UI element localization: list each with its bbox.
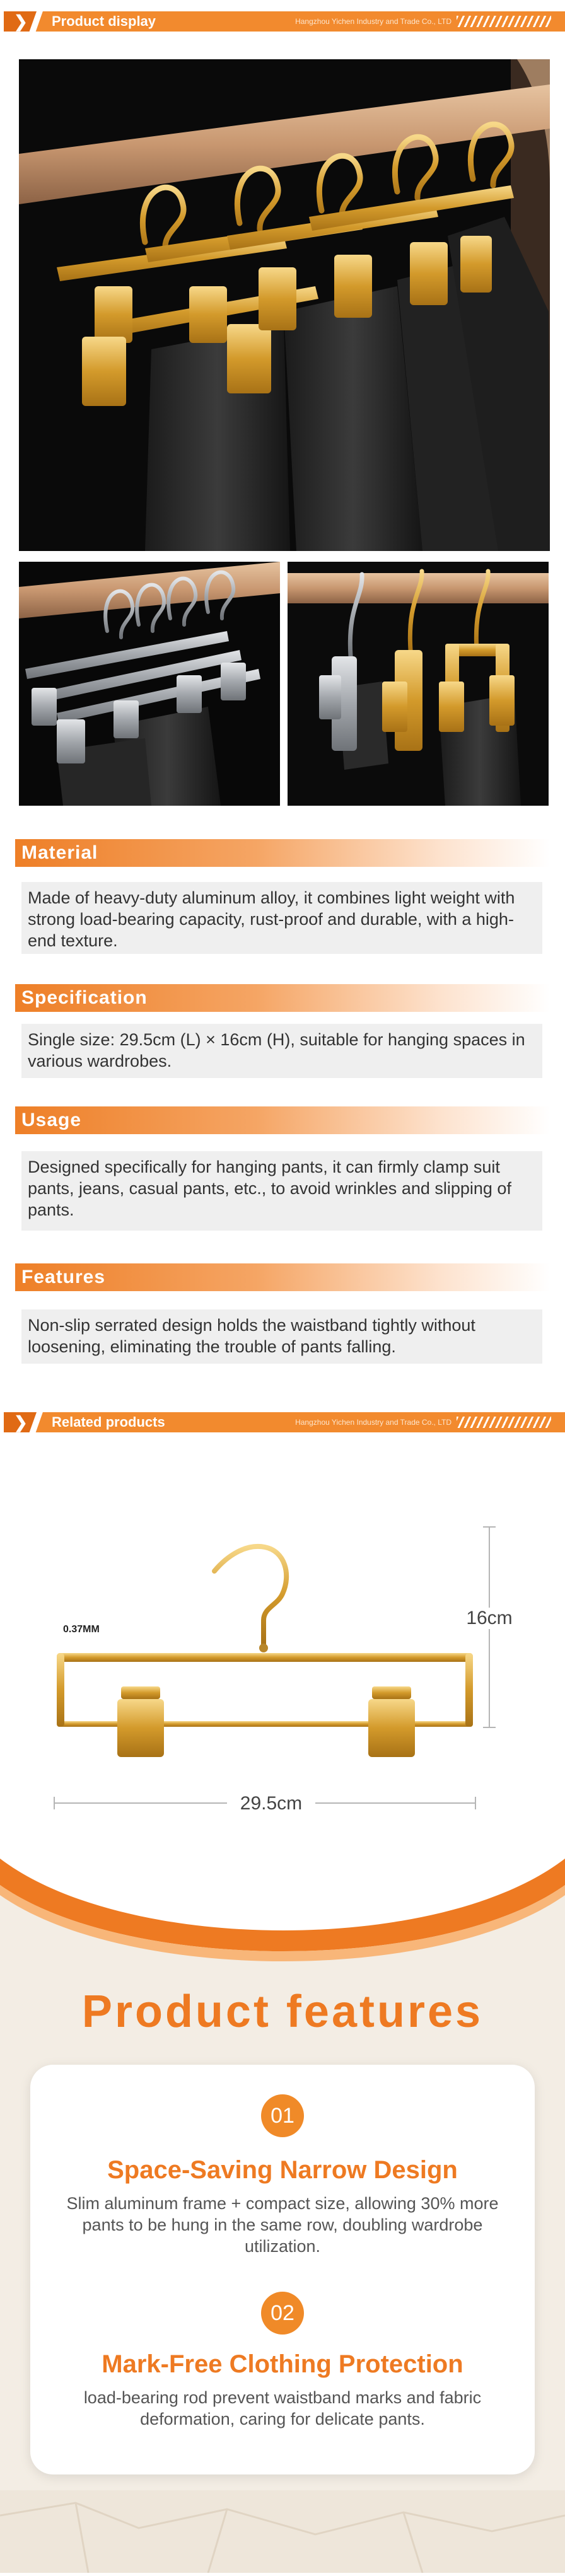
features-heading [15,1263,550,1291]
orange-wave-decoration [0,1847,565,1999]
product-display-banner [0,8,565,35]
width-label: 29.5cm [227,1793,315,1814]
banner-company: Hangzhou Yichen Industry and Trade Co., LTD [295,1418,451,1427]
product-features-title: Product features [81,1987,484,2037]
features-text: Non-slip serrated design holds the waistband tightly without loosening, eliminating the trouble of pants falling. [21,1309,542,1364]
height-label: 16cm [466,1608,513,1628]
features-heading-text: Features [21,1267,106,1287]
banner-title: Related products [52,1414,165,1430]
feature-number: 01 [261,2094,304,2137]
banner-title: Product display [52,13,156,29]
banner-stripes [457,1417,551,1428]
feature-description: load-bearing rod prevent waistband marks and fabric deformation, caring for delicate pants. [83,2388,482,2428]
usage-heading [15,1106,550,1134]
specification-heading [15,984,550,1012]
banner-company: Hangzhou Yichen Industry and Trade Co., LTD [295,17,451,26]
silver-hanger-photo [19,562,280,806]
chevron-right-icon: ❯ [14,12,28,31]
usage-heading-text: Usage [21,1110,82,1130]
floor-tile-decoration [0,2490,565,2573]
dimension-diagram [0,1513,565,1816]
feature-title: Mark-Free Clothing Protection [102,2350,463,2378]
usage-text: Designed specifically for hanging pants, it can firmly clamp suit pants, jeans, casual pants, etc., to avoid wrinkles and slipping of pants. [21,1151,542,1231]
related-products-banner [0,1408,565,1436]
feature-title: Space-Saving Narrow Design [107,2156,458,2184]
banner-stripes [457,16,551,27]
material-heading [15,839,550,867]
thickness-label: 0.37MM [63,1624,100,1635]
specification-heading-text: Specification [21,987,148,1008]
mixed-hanger-photo [288,562,549,806]
feature-number: 02 [261,2292,304,2335]
material-heading-text: Material [21,842,98,863]
main-product-photo [19,59,550,551]
feature-description: Slim aluminum frame + compact size, allowing 30% more pants to be hung in the same row, doubling wardrobe utilization. [66,2194,499,2256]
specification-text: Single size: 29.5cm (L) × 16cm (H), suitable for hanging spaces in various wardrobes. [21,1024,542,1078]
chevron-right-icon: ❯ [14,1413,28,1432]
material-text: Made of heavy-duty aluminum alloy, it combines light weight with strong load-bearing capacity, rust-proof and durable, with a high-end texture. [21,882,542,954]
